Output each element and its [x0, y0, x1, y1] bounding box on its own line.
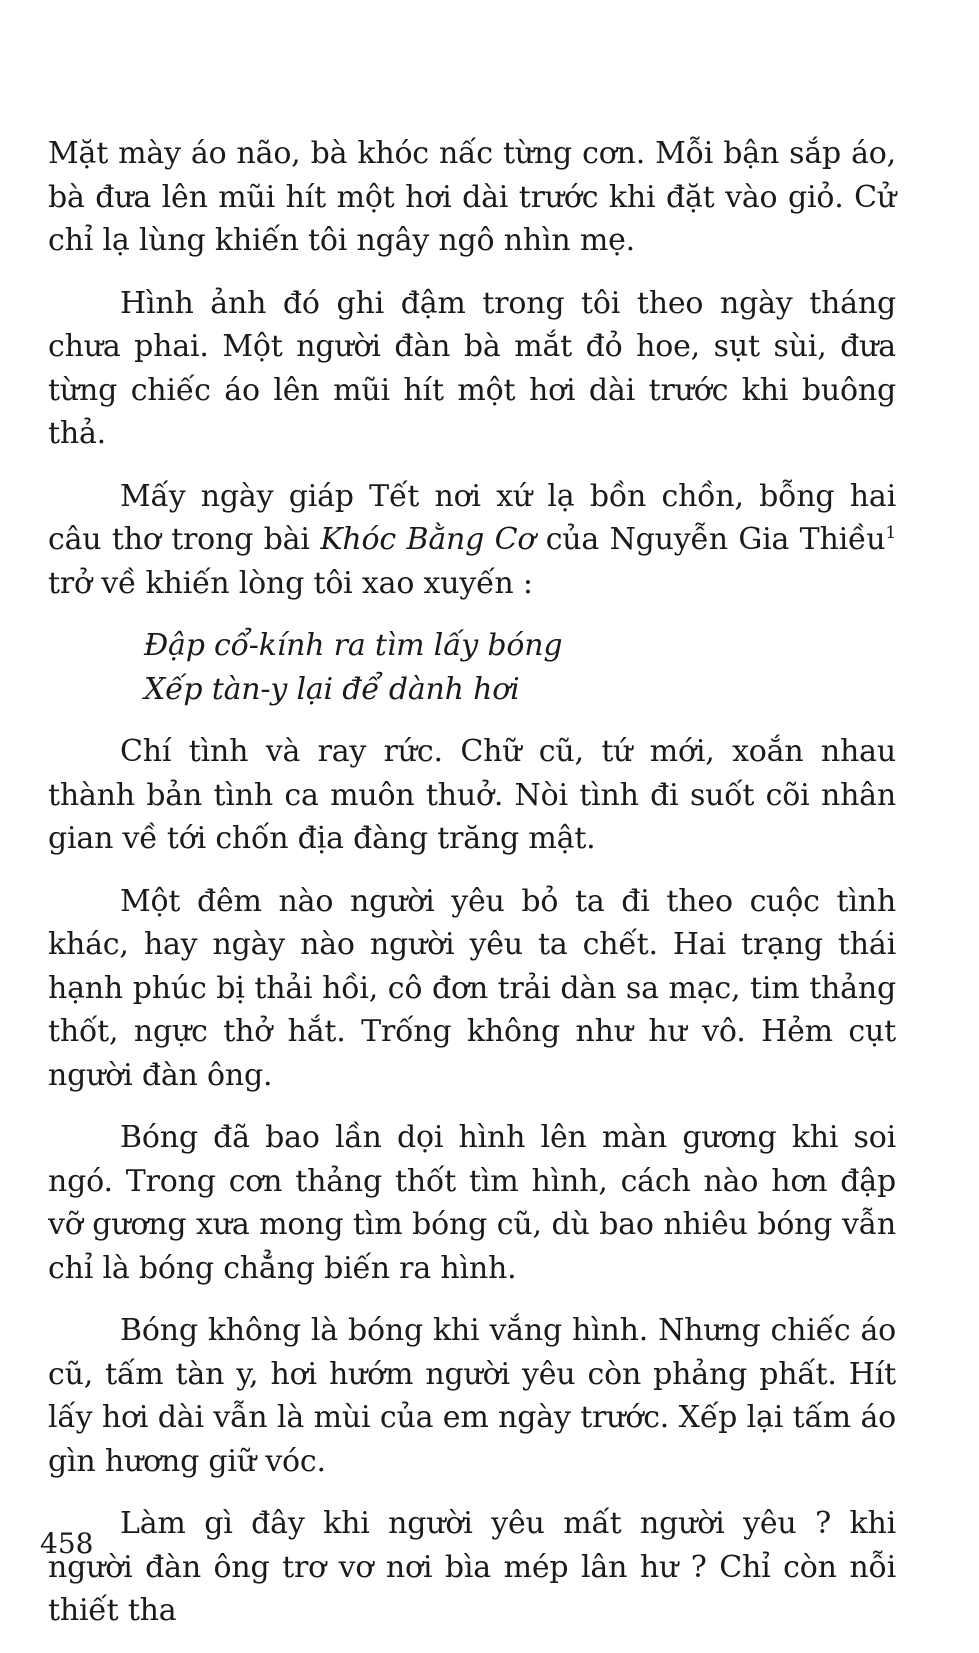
- poem-title: Khóc Bằng Cơ: [320, 522, 536, 557]
- paragraph-3-after: trở về khiến lòng tôi xao xuyến :: [48, 565, 533, 601]
- paragraph-5: Một đêm nào người yêu bỏ ta đi theo cuộc tình khác, hay ngày nào người yêu ta chết. Hai trạng thái hạnh phúc bị thải hồi, cô đơn trải dàn sa mạc, tim thảng thốt, ngực thở hắt. Trống không như hư vô. Hẻm cụt người đàn ông.: [48, 883, 896, 1093]
- footnote-marker: 1: [885, 523, 896, 543]
- paragraph-7: Bóng không là bóng khi vắng hình. Nhưng chiếc áo cũ, tấm tàn y, hơi hướm người yêu còn phảng phất. Hít lấy hơi dài vẫn là mùi của em ngày trước. Xếp lại tấm áo gìn hương giữ vóc.: [48, 1313, 896, 1479]
- paragraph-2: Hình ảnh đó ghi đậm trong tôi theo ngày tháng chưa phai. Một người đàn bà mắt đỏ hoe, sụt sùi, đưa từng chiếc áo lên mũi hít một hơi dài trước khi buông thả.: [48, 285, 896, 451]
- paragraph-3-middle: của Nguyễn Gia Thiều: [535, 522, 886, 557]
- verse-line-1: Đập cổ-kính ra tìm lấy bóng: [144, 628, 563, 663]
- paragraph-1: Mặt mày áo não, bà khóc nấc từng cơn. Mỗi bận sắp áo, bà đưa lên mũi hít một hơi dài trước khi đặt vào giỏ. Cử chỉ lạ lùng khiến tôi ngây ngô nhìn mẹ.: [48, 136, 896, 258]
- paragraph-6: Bóng đã bao lần dọi hình lên màn gương khi soi ngó. Trong cơn thảng thốt tìm hình, cách nào hơn đập vỡ gương xưa mong tìm bóng cũ, dù bao nhiêu bóng vẫn chỉ là bóng chẳng biến ra hình.: [48, 1120, 896, 1286]
- paragraph-3-before: Mấy ngày giáp Tết nơi xứ lạ bồn chồn, bỗng hai câu thơ trong bài: [48, 478, 896, 557]
- body-text: [48, 132, 896, 1652]
- paragraph-3: [48, 475, 896, 606]
- page-number: 458: [40, 1527, 94, 1560]
- verse-quote: [144, 624, 896, 711]
- paragraph-8: Làm gì đây khi người yêu mất người yêu ? khi người đàn ông trơ vơ nơi bìa mép lân hư ? Chỉ còn nỗi thiết tha: [48, 1506, 896, 1628]
- verse-line-2: Xếp tàn-y lại để dành hơi: [144, 671, 520, 707]
- paragraph-4: Chí tình và ray rức. Chữ cũ, tứ mới, xoắn nhau thành bản tình ca muôn thuở. Nòi tình đi suốt cõi nhân gian về tới chốn địa đàng trăng mật.: [48, 734, 896, 856]
